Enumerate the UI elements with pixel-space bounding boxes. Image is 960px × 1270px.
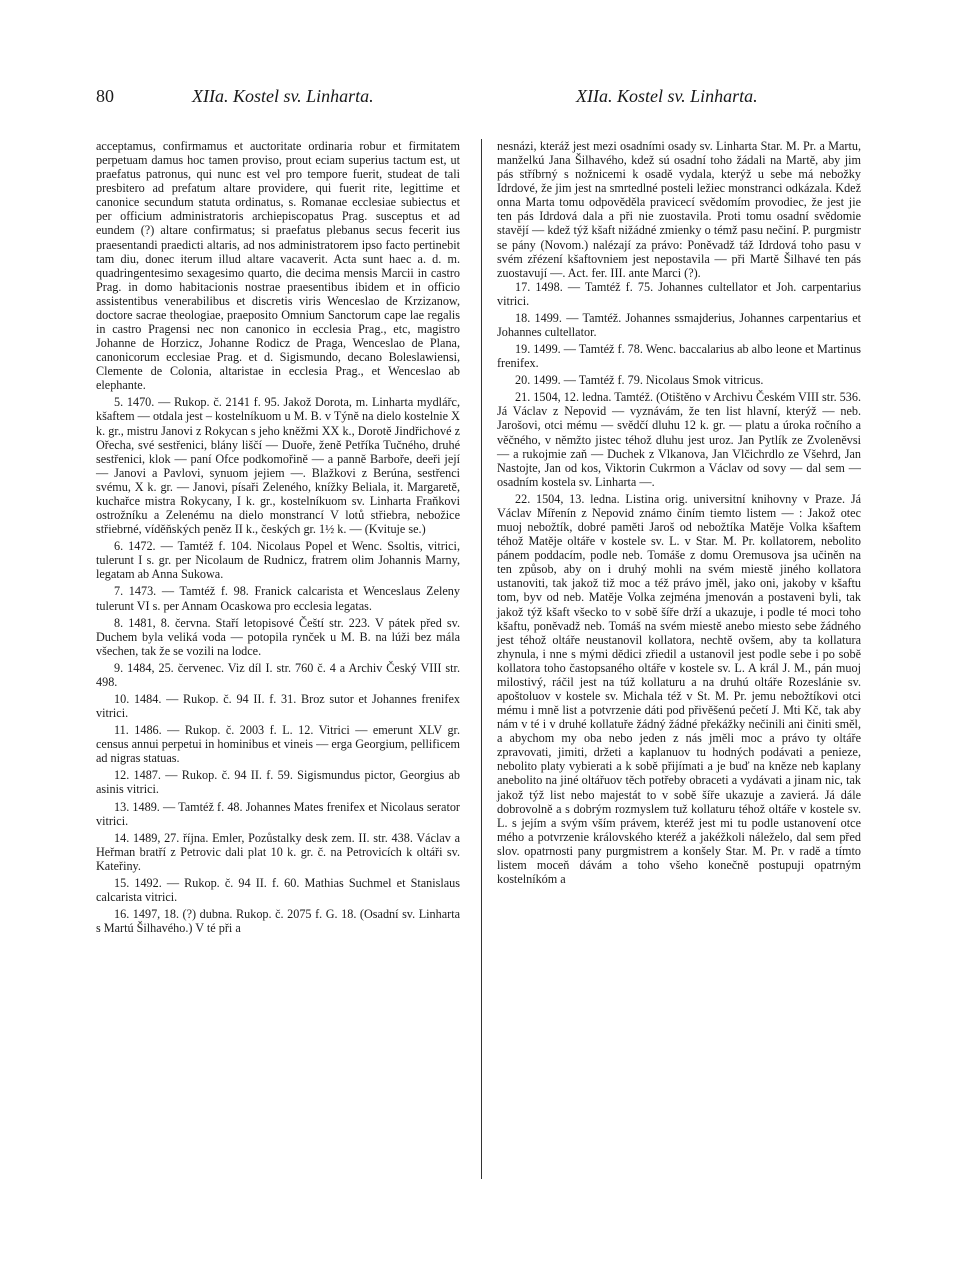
page-header	[96, 86, 866, 116]
left-column-paragraph: 10. 1484. — Rukop. č. 94 II. f. 31. Broz sutor et Johannes frenifex vitrici.	[96, 691, 460, 721]
right-column-paragraph: 21. 1504, 12. ledna. Tamtéž. (Otištěno v Archivu Českém VIII str. 536. Já Václav z Nepovid — vyznávám, že ten list hlavní, kterýž — neb. Jarošovi, otci mému — svědčí dluhu 12 k. gr. — platu a úroka ročního a věčného, v němžto jistec téhož dluhu jest uroz. Jan Pytlík ze Zvoleněvsi — a rukojmie zaň — Duchek z Vlkanova, Jan Vlčichrdlo ze Všehrd, Jan Nastojte, Jan od kos, Viktorin Cukrmon a Václav od sovy — dal sem — osadním kostela sv. Linharta —.	[497, 390, 861, 489]
left-column-paragraph: 7. 1473. — Tamtéž f. 98. Franick calcarista et Wenceslaus Zeleny tulerunt VI s. per Annam Ocaskowa pro ecclesia legatas.	[96, 584, 460, 613]
running-head-left: XIIa. Kostel sv. Linharta.	[192, 86, 374, 106]
column-divider	[481, 139, 482, 1179]
right-column-paragraph: 20. 1499. — Tamtéž f. 79. Nicolaus Smok vitricus.	[515, 373, 764, 388]
right-column-paragraph: 22. 1504, 13. ledna. Listina orig. universitní knihovny v Praze. Já Václav Mířenín z Nepovid známo činím tiemto listem — : Jakož otec muoj nebožtík, dobré paměti Jaroš od nebožtíka Matěje Volka kšaftem téhož Matěje oltáře v kostele sv. L. v Star. M. Pr. kollatorem, nebolito pánem poddacím, podle neb. Tomáše z domu Oremusova jsa učiněn na ten způsob, aby on i druhý mohli na svém miestě jiného kollatora ustanoviti, tak jakož tiž moc a též právo jměl, jako oni, jakoby v kšaftu tom, byv od neb. Matěje Volka zejména jmenován a postaveni byli, tak jakož týž kšaft všecko to v sobě šíře drží a ukazuje, i podle té moci toho kšaftu, poněvadž neb. Tomáš na svém miestě anebo miesto sebe žádného jest téhož oltáře neustanovil kollatora, nechtě ovšem, aby ta kollatura zhynula, i nne s mými dědici zřiedil a ustanovil jest podle sebe i po sobě kollatora toho častopsaného oltáře v kostele sv. L. A král J. M., pán muoj milostivý, ráčil jest na túž kollaturu a na druhú oltáře Rozeslánie sv. apoštoluov v kostele sv. Michala též v St. M. Pr. jemu nebožtíkovi otci mému i mně list a potvrzenie dáti pod přivěšenú pečetí J. Mti Kč, tak aby nám v té i v druhé kollatuře žádný žádné překážky nečinili ani činiti směl, a abychom my oba nebo jeden z nás jměli moc a právo ty oltáře zpravovati, jimiti, držeti a kaplanuov tu hodných podávati a penieze, nebolito platy vybierati a k sobě přijímati a je buď na kněze neb kaplany anebolito na jiné oltářuov těch potřeby obraceti a vydávati a jinam nic, tak jakož týž list nebo majestát to v sobě šíře ukazuje a zavierá. Já dále dobrovolně a s dobrým rozmyslem tuž kollaturu téhož oltáře v kostele sv. L. s jejím a svým vším právem, kteréž jest mi tu podle ustanovení otce mého a potvrzenie královského kteréž a jakéžkoli náleželo, dal sem před slov. opatrnosti pany purgmistrem a konšely Star. M. Pr. v radě a tímto listem moceň dávám a toho všeho konečně postupuji opatrným kostelníkóm a	[497, 491, 861, 886]
right-column-paragraph: 18. 1499. — Tamtéž. Johannes ssmajderius, Johannes carpentarius et Johannes cultellator.	[497, 310, 861, 340]
left-column-paragraph: 13. 1489. — Tamtéž f. 48. Johannes Mates frenifex et Nicolaus serator vitrici.	[96, 799, 460, 828]
right-column-paragraph: 17. 1498. — Tamtéž f. 75. Johannes cultellator et Joh. carpentarius vitrici.	[497, 279, 861, 308]
left-column	[96, 139, 460, 935]
left-column-paragraph: 15. 1492. — Rukop. č. 94 II. f. 60. Mathias Suchmel et Stanislaus calcarista vitrici.	[96, 875, 460, 904]
left-column-paragraph: 12. 1487. — Rukop. č. 94 II. f. 59. Sigismundus pictor, Georgius ab asinis vitrici.	[96, 768, 460, 797]
right-column-paragraph: nesnázi, kteráž jest mezi osadními osady sv. Linharta Star. M. Pr. a Martu, manželkú Jana Šilhavého, kdež sú osadní toho žádali na Martě, aby jim pás stříbrný s nožnicemi k osadě vydala, kterýž u sebe má nebožky Idrdové, že jim jest na smrtedlné posteli ležiec monstranci odkázala. Kdež onna Marta tomu odpověděla pravicecí svědomím provodiec, že jest jie ten pás Idrdová dala a při nie zuostavila. Proti tomu osadní svědomie stavějí — kdež týž kšaft nižádné zmienky o témž pasu nečiní. P. purgmistr se pány (Novom.) nalézají za právo: Poněvadž táž Idrdová toho pasu v svém zřézení kšaftovniem jest nepostavila — při Martě Šilhavé ten pás zuostavují —. Act. fer. III. ante Marci (?).	[497, 139, 861, 280]
left-column-paragraph: 14. 1489, 27. října. Emler, Pozůstalky desk zem. II. str. 438. Václav a Heřman bratří z Petrovic dali plat 10 k. gr. č. na Petrovicích k oltáři sv. Kateřiny.	[96, 830, 460, 873]
page-number: 80	[96, 86, 114, 106]
running-head-right: XIIa. Kostel sv. Linharta.	[576, 86, 758, 106]
left-column-paragraph: 8. 1481, 8. června. Staří letopisové Čeští str. 223. V pátek před sv. Duchem byla veliká voda — potopila rynček u M. B. na lúži bez mála všechen, tak že se vozili na lodce.	[96, 615, 460, 658]
left-column-paragraph: 6. 1472. — Tamtéž f. 104. Nicolaus Popel et Wenc. Ssoltis, vitrici, tulerunt I s. gr. per Nicolaum de Rudnicz, fratrem olim Johannis Marny, legatam ab Anna Sukowa.	[96, 539, 460, 582]
right-column-paragraph: 19. 1499. — Tamtéž f. 78. Wenc. baccalarius ab albo leone et Martinus frenifex.	[497, 342, 861, 371]
left-column-paragraph: 16. 1497, 18. (?) dubna. Rukop. č. 2075 f. G. 18. (Osadní sv. Linharta s Martú Šilhavého.) V té při a	[96, 907, 460, 936]
left-column-paragraph: 9. 1484, 25. červenec. Viz díl I. str. 760 č. 4 a Archiv Český VIII str. 498.	[96, 660, 460, 689]
left-column-paragraph: 5. 1470. — Rukop. č. 2141 f. 95. Jakož Dorota, m. Linharta mydlářc, kšaftem — otdala jest – kostelníkuom u M. B. v Týně na dielo kostelnie X k. gr., mistru Janovi z Rokycan s jeho kněžmi XX k., Dorotě Jindřichové z Ořecha, své sestřenici, blány liščí — Duoře, ženě Petříka Tučného, druhé sestřenici, klok — paní Ofce podkomořině — a panně Barboře, deeři její — Janovi a Pavlovi, synuom jejiem —. Blažkovi z Berúna, sestřenci svému, X k. gr. — Janovi, písaři Zeleného, knížky Beliala, it. Margaretě, kuchařce mistra Rokycany, I k. gr., kostelníkuom sv. Linharta Fraňkovi ostrožníku a Zelenému na dielo monstrancí V lotů střiebra, nebožice střiebrné, víděňských peněz II k., českých gr. 1½ k. — (Kvituje se.)	[96, 395, 460, 537]
right-column	[497, 139, 861, 886]
left-column-paragraph: 11. 1486. — Rukop. č. 2003 f. L. 12. Vitrici — emerunt XLV gr. census annui perpetui in hominibus et vineis — erga Georgium, pellificem ad nigras statuas.	[96, 723, 460, 766]
left-column-paragraph: acceptamus, confirmamus et auctoritate ordinaria robur et firmitatem perpetuam damus hoc tamen proviso, prout eciam superius tactum est, ut praefatus patronus, qui nunc est vel pro tempore fuerit, studeat de tali presbitero ad prefatum altare providere, qui fuerit rite, legittime et canonice secundum statuta ordinatus, s. Romanae ecclesiae subiectus et per officium administratoris archiepiscopatus Prag. susceptus et ad eundem (?) altare confirmatus; si praefatus plebanus secus fecerit ius praesentandi praedicti altaris, ad nos administratorem ipso facto pertinebit tam diu, donec iterum illud altare vacaverit. Acta sunt haec a. d. m. quadringentesimo sexagesimo quarto, die decima mensis Marcii in castro Prag. in domo habitacionis nostrae praesentibus ibidem et in officio assistentibus venerabilibus et discretis viris Wenceslao de Krzizanow, doctore sacrae theologiae, praeposito Omnium Sanctorum cape lae regalis in castro Pragensi nec non canonico in ecclesia Prag., etc, magistro Johanne de Horzicz, Johanne Rodicz de Praga, Wenceslao de Plana, canonicorum ecclesiae Prag. et d. Sigismundo, decano Boleslawiensi, Clemente de Colonia, altaristae in ecclesia Prag., et Wenceslao ab elephante.	[96, 139, 460, 393]
